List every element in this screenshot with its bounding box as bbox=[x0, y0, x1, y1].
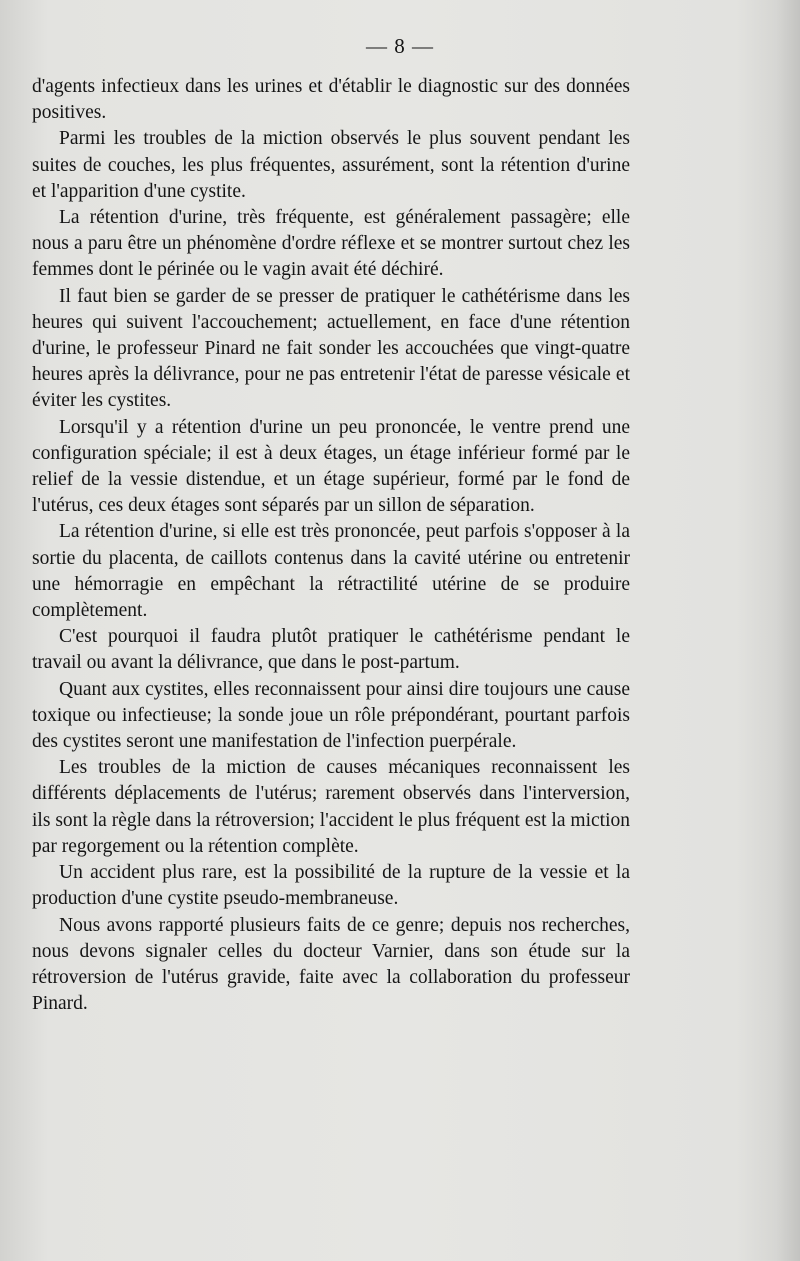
paragraph: Parmi les troubles de la miction observés le plus souvent pendant les suites de couches, les plus fréquentes, assurément, sont la rétention d'urine et l'apparition d'une cystite. bbox=[32, 128, 630, 202]
body-text bbox=[32, 74, 630, 1017]
page-edge-shadow bbox=[776, 0, 800, 1261]
paragraph: d'agents infectieux dans les urines et d'établir le diagnostic sur des données positives. bbox=[32, 76, 630, 124]
page-number: — 8 — bbox=[366, 34, 434, 58]
paragraph: Il faut bien se garder de se presser de pratiquer le cathétérisme dans les heures qui suivent l'accouchement; actuellement, en face d'une rétention d'urine, le professeur Pinard ne fait sonder les accouchées que vingt-quatre heures après la délivrance, pour ne pas entretenir l'état de paresse vésicale et éviter les cystites. bbox=[32, 285, 630, 412]
paragraph: Les troubles de la miction de causes mécaniques reconnaissent les différents déplacements de l'utérus; rarement observés dans l'interversion, ils sont la règle dans la rétroversion; l'accident le plus fréquent est la miction par regorgement ou la rétention complète. bbox=[32, 757, 630, 857]
paragraph: Un accident plus rare, est la possibilité de la rupture de la vessie et la production d'une cystite pseudo-membraneuse. bbox=[32, 862, 630, 910]
paragraph: Nous avons rapporté plusieurs faits de ce genre; depuis nos recherches, nous devons signaler celles du docteur Varnier, dans son étude sur la rétroversion de l'utérus gravide, faite avec la collaboration du professeur Pinard. bbox=[32, 914, 630, 1015]
paragraph: La rétention d'urine, très fréquente, est généralement passagère; elle nous a paru être un phénomène d'ordre réflexe et se montrer surtout chez les femmes dont le périnée ou le vagin avait été déchiré. bbox=[32, 207, 630, 281]
paragraph: C'est pourquoi il faudra plutôt pratiquer le cathétérisme pendant le travail ou avant la délivrance, que dans le post-partum. bbox=[32, 626, 630, 674]
paragraph: Quant aux cystites, elles reconnaissent pour ainsi dire toujours une cause toxique ou infectieuse; la sonde joue un rôle prépondérant, pourtant parfois des cystites seront une manifestation de l'infection puerpérale. bbox=[32, 678, 630, 753]
paragraph: Lorsqu'il y a rétention d'urine un peu prononcée, le ventre prend une configuration spéciale; il est à deux étages, un étage inférieur formé par le relief de la vessie distendue, et un étage supérieur, formé par le fond de l'utérus, ces deux étages sont séparés par un sillon de séparation. bbox=[32, 416, 630, 517]
paragraph: La rétention d'urine, si elle est très prononcée, peut parfois s'opposer à la sortie du placenta, de caillots contenus dans la cavité utérine ou entretenir une hémorragie en empêchant la rétractilité utérine de se produire complètement. bbox=[32, 521, 630, 622]
